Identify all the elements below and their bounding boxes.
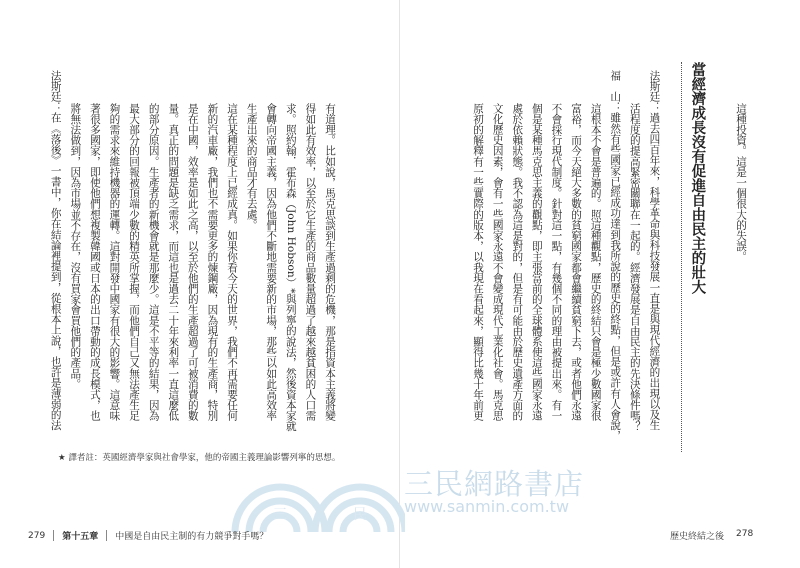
section-heading: 當經濟成長沒有促進自由民主的壯大 xyxy=(681,62,708,452)
translator-footnote: ★ 譯者註：英國經濟學家與社會學家，他的帝國主義理論影響列寧的思想。 xyxy=(58,453,341,463)
text-column: 原初的解釋有一些實際的版本，以我現在看起來，顯得比幾十年前更 xyxy=(472,103,485,421)
right-page-text xyxy=(467,62,750,452)
text-column: 量。真正的問題是缺乏需求，而這也是過去二十年來利率一直這麼低 xyxy=(167,103,180,421)
watermark-url: www.sanmin.com.tw xyxy=(404,497,570,516)
text-column: 是在中國，效率是如此之高，以至於他們的生產超過了可被消費的數 xyxy=(186,103,199,421)
text-column: 處於依賴狀態。我不認為這是對的，但是有可能由於歷史遺產方面的 xyxy=(511,103,524,421)
text-column: 新的汽車廠，我們也不需要更多的煉鋼廠，因為現有的生產商，特別 xyxy=(206,103,219,421)
page-number: 279 xyxy=(28,530,46,541)
text-column: 法斯廷：過去四百年來，科學革命與科技發展一直是與現代經濟的出現以及生 xyxy=(648,70,661,431)
text-column: 活程度的提高緊密關聯在一起的。經濟發展是自由民主的先決條件嗎？ xyxy=(628,103,641,432)
text-column: 著很多國家，即使他們想複製韓國或日本的出口帶動的成長模式，也 xyxy=(88,103,101,421)
chapter-label: 第十五章 xyxy=(62,532,99,542)
sanmin-watermark-logo xyxy=(225,462,405,532)
text-column: 法斯廷：在《落後》一書中，你在結論裡提到，從根本上說，也許是薄弱的法 xyxy=(49,70,62,431)
text-column: 得如此有效率，以至於它生產的商品數量超過了越來越貧困的人口需 xyxy=(304,103,317,421)
right-page-footer xyxy=(670,529,753,542)
watermark-logo-char: 三 xyxy=(273,507,287,523)
text-column: 個是某種馬克思主義的觀點，即主張當前的全球體系使這些國家永遠 xyxy=(530,103,543,421)
page-number: 278 xyxy=(736,529,754,539)
text-column: 文化歷史因素，會有一些國家永遠不會變成現代工業化社會。馬克思 xyxy=(491,103,504,421)
left-page-text xyxy=(45,62,339,452)
text-column: 最大部分的回報被頂端少數的精英所掌握，而他們自己又無法產生足 xyxy=(128,103,141,421)
chapter-title: 中國是自由民主制的有力競爭對手嗎？ xyxy=(115,532,269,542)
text-column: 不會採行現代制度。針對這一點，有幾個不同的理由被提出來。有一 xyxy=(550,103,563,421)
running-head: 歷史終結之後 xyxy=(670,532,725,542)
text-column: 這根本不會是普遍的。照這種觀點，歷史的終結只會是極少數國家很 xyxy=(589,103,602,421)
text-column: 夠的需求來維持機器的運轉。這對開發中國家有很大的影響。這意味 xyxy=(108,103,121,421)
text-column: 這種投資。這是一個很大的失誤。 xyxy=(735,103,747,262)
text-column: 富裕，而今天絕大多數的貧窮國家都會繼續貧窮下去，或者他們永遠 xyxy=(570,103,583,421)
text-column: 這在某種程度上已經成真。如果你看今天的世界，我們不再需要任何 xyxy=(226,103,239,421)
text-column: 有道理。比如說，馬克思談到生產過剩的危機，那是指資本主義將變 xyxy=(324,103,336,421)
text-column: 求。照約翰．霍布森（John Hobson）*與列寧的說法，然後資本家就 xyxy=(284,103,297,432)
text-column: 會轉向帝國主義，因為他們不斷地需要新的市場，那些以如此高效率 xyxy=(265,103,278,421)
text-column: 將無法做到，因為市場並不存在，沒有買家會買他們的產品。 xyxy=(69,103,82,390)
footer-separator xyxy=(106,530,107,541)
text-column: 福 山：雖然有些國家已經成功達到我所說的歷史的終點，但是或許有人會說， xyxy=(609,70,622,441)
watermark-logo-char: 民 xyxy=(353,507,367,523)
footer-separator xyxy=(53,530,54,541)
text-column: 生產出來的商品才有去處。 xyxy=(245,103,258,231)
text-column: 的部分原因。生產者的新機會就是那麼少。這是不平等的結果，因為 xyxy=(147,103,160,421)
watermark-store-name: 三民網路書店 xyxy=(404,467,585,501)
left-page-footer xyxy=(28,529,268,542)
